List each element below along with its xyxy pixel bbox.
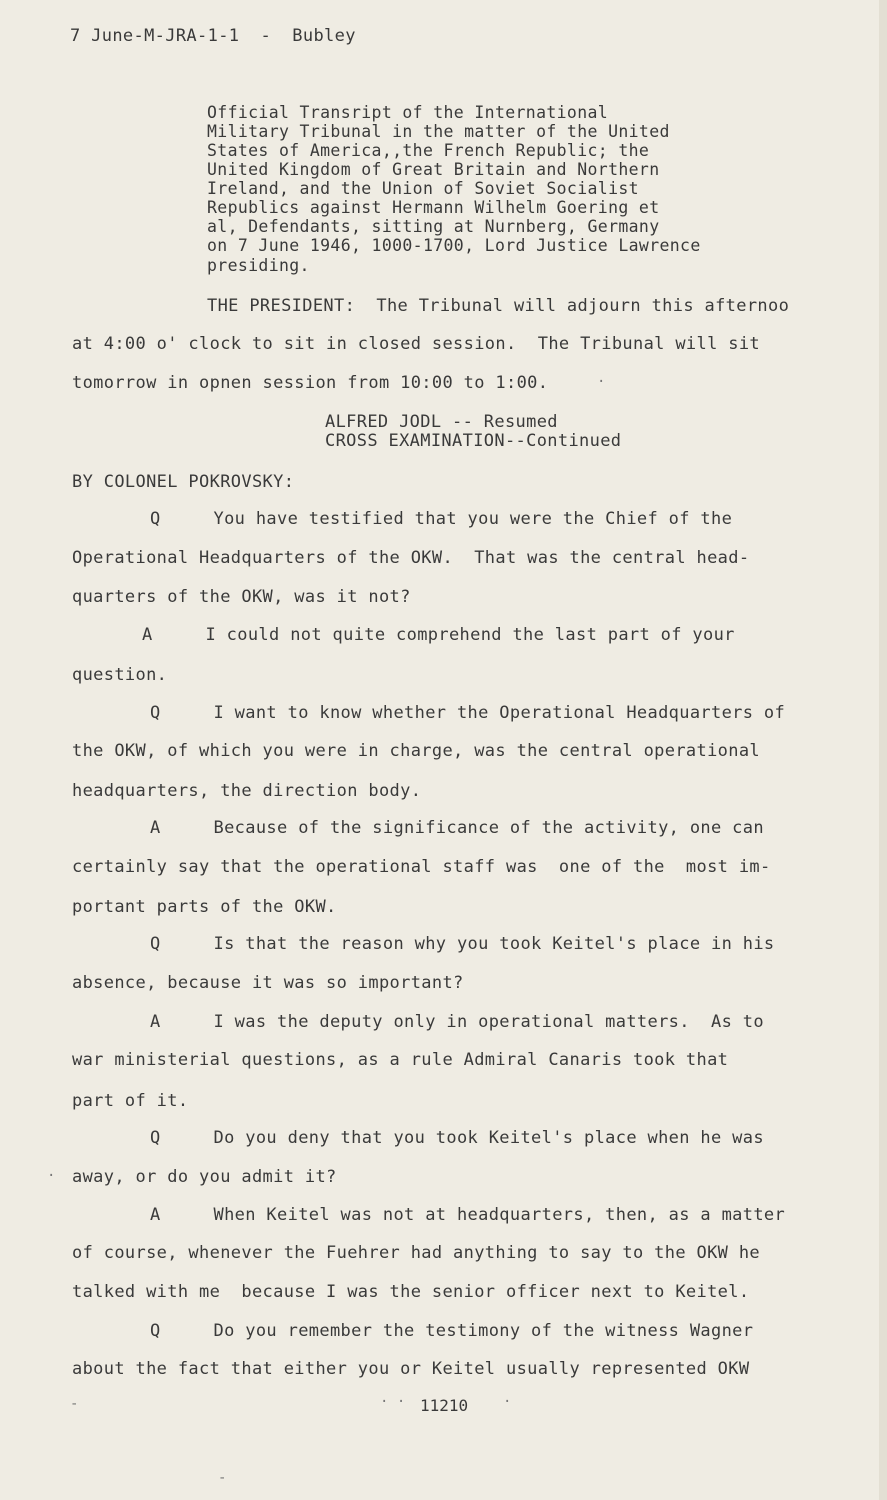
answer-line: A Because of the significance of the activity, one can — [150, 818, 764, 838]
president-statement: THE PRESIDENT: The Tribunal will adjourn this afternoo — [207, 296, 790, 316]
body-line: certainly say that the operational staff was one of the most im- — [72, 857, 771, 877]
body-line: about the fact that either you or Keitel usually represented OKW — [72, 1359, 750, 1379]
body-line: headquarters, the direction body. — [72, 781, 422, 801]
question-line: Q You have testified that you were the Chief of the — [150, 509, 733, 529]
witness-heading: ALFRED JODL -- Resumed — [325, 412, 558, 432]
caption-line: United Kingdom of Great Britain and Northern — [207, 160, 660, 179]
caption-line: States of America,,the French Republic; the — [207, 141, 650, 160]
answer-line: A I was the deputy only in operational matters. As to — [150, 1012, 764, 1032]
question-line: Q Do you deny that you took Keitel's place when he was — [150, 1128, 764, 1148]
margin-dot-icon: - — [70, 1396, 79, 1412]
body-line: away, or do you admit it? — [72, 1167, 337, 1187]
body-line: talked with me because I was the senior officer next to Keitel. — [72, 1282, 750, 1302]
caption-line: al, Defendants, sitting at Nurnberg, Germany — [207, 217, 660, 236]
body-line: of course, whenever the Fuehrer had anything to say to the OKW he — [72, 1243, 761, 1263]
section-heading: CROSS EXAMINATION--Continued — [325, 431, 622, 451]
answer-line: A When Keitel was not at headquarters, then, as a matter — [150, 1205, 786, 1225]
body-line: portant parts of the OKW. — [72, 897, 337, 917]
question-line: Q I want to know whether the Operational Headquarters of — [150, 703, 786, 723]
body-line: absence, because it was so important? — [72, 973, 464, 993]
body-line: question. — [72, 665, 168, 685]
margin-dot-icon: · — [47, 1168, 56, 1184]
page-number: 11210 — [420, 1396, 469, 1415]
body-line: at 4:00 o' clock to sit in closed session. The Tribunal will sit — [72, 334, 761, 354]
page-header: 7 June-M-JRA-1-1 - Bubley — [70, 26, 356, 46]
caption-line: on 7 June 1946, 1000-1700, Lord Justice Lawrence — [207, 236, 701, 255]
margin-dot-icon: · · — [380, 1394, 406, 1410]
body-line: part of it. — [72, 1091, 189, 1111]
margin-dot-icon: · — [503, 1394, 512, 1410]
body-line: quarters of the OKW, was it not? — [72, 587, 411, 607]
caption-line: presiding. — [207, 256, 310, 275]
body-line: war ministerial questions, as a rule Admiral Canaris took that — [72, 1050, 729, 1070]
body-line: tomorrow in opnen session from 10:00 to 1:00. — [72, 373, 549, 393]
examiner-heading: BY COLONEL POKROVSKY: — [72, 472, 295, 492]
caption-line: Republics against Hermann Wilhelm Goering et — [207, 198, 660, 217]
caption-line: Ireland, and the Union of Soviet Socialist — [207, 179, 639, 198]
margin-dot-icon: · — [597, 374, 606, 390]
caption-line: Military Tribunal in the matter of the United — [207, 122, 670, 141]
body-line: the OKW, of which you were in charge, was the central operational — [72, 741, 761, 761]
body-line: Operational Headquarters of the OKW. That was the central head- — [72, 548, 750, 568]
question-line: Q Do you remember the testimony of the witness Wagner — [150, 1321, 754, 1341]
answer-line: A I could not quite comprehend the last part of your — [142, 625, 735, 645]
question-line: Q Is that the reason why you took Keitel's place in his — [150, 934, 775, 954]
margin-dot-icon: - — [218, 1470, 227, 1486]
caption-line: Official Transript of the International — [207, 103, 609, 122]
paper-edge — [879, 0, 887, 1500]
